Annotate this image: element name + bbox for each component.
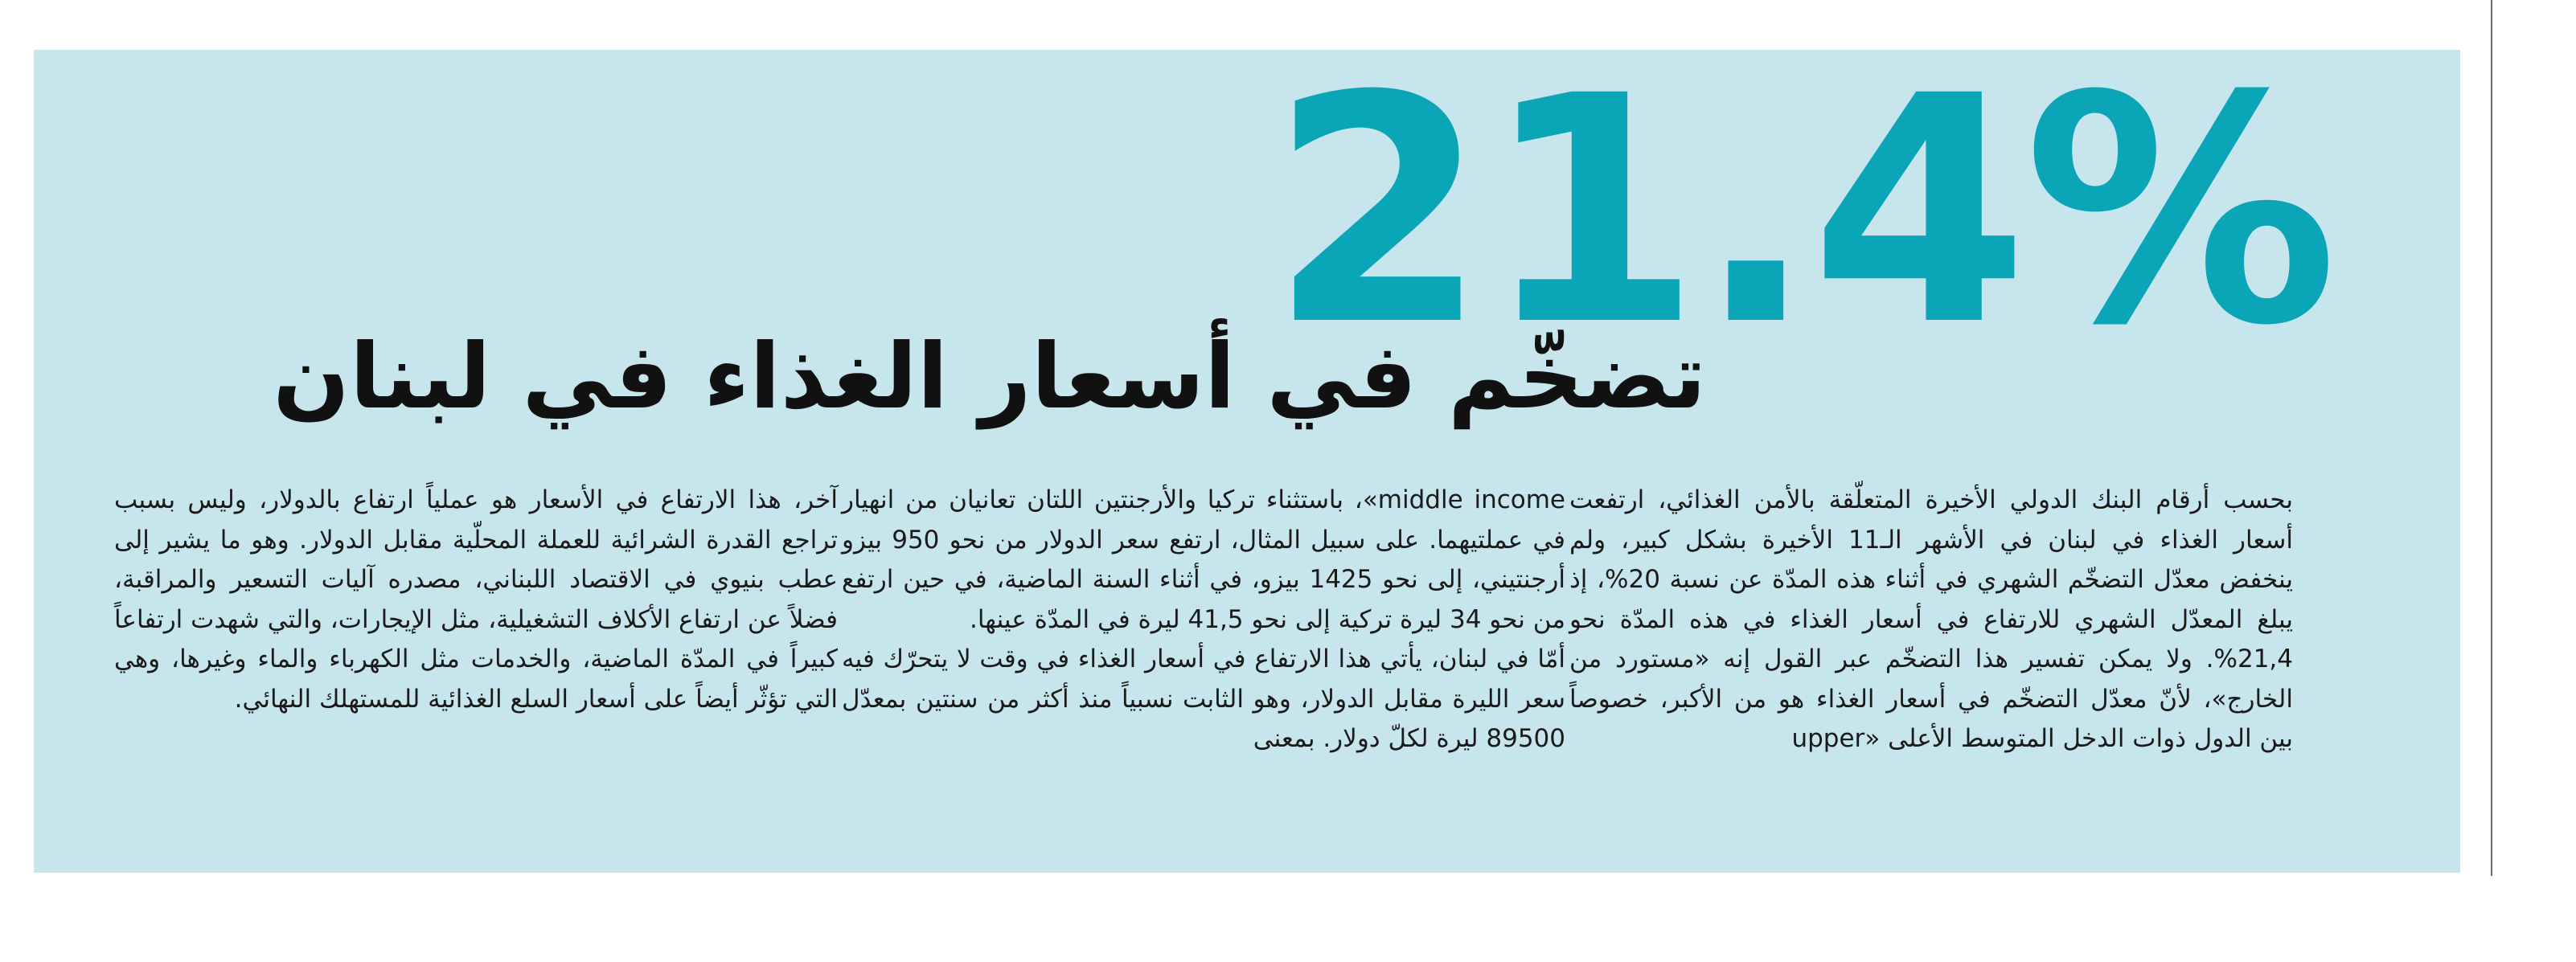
infographic-panel bbox=[34, 29, 2460, 873]
paragraph: بحسب أرقام البنك الدولي الأخيرة المتعلّقة بالأمن الغذائي، ارتفعت أسعار الغذاء في لبنان في الأشهر الـ11 الأخيرة بشكل كبير، ولم ينخفض معدّل التضخّم الشهري في أثناء هذه المدّة عن نسبة 20%، إذ يبلغ المعدّل الشهري للارتفاع في أسعار الغذاء في هذه المدّة نحو 21,4%. ولا يمكن تفسير هذا التضخّم عبر القول إنه «مستورد من الخارج»، لأنّ معدّل التضخّم في أسعار الغذاء هو من الأكبر، خصوصاً بين الدول ذوات الدخل المتوسط الأعلى «upper bbox=[1569, 485, 2294, 753]
article-column-middle bbox=[842, 481, 1565, 759]
paragraph: آخر، هذا الارتفاع في الأسعار هو عملياً ارتفاع بالدولار، وليس بسبب تراجع القدرة الشرائية للعملة المحلّية مقابل الدولار. وهو ما يشير إلى عطب بنيوي في الاقتصاد اللبناني، مصدره آليات التسعير والمراقبة، فضلاً عن ارتفاع الأكلاف التشغيلية، مثل الإيجارات، والتي شهدت ارتفاعاً كبيراً في المدّة الماضية، والخدمات مثل الكهرباء والماء وغيرها، وهي التي تؤثّر أيضاً على أسعار السلع الغذائية للمستهلك النهائي. bbox=[114, 485, 838, 714]
paragraph: middle income»، باستثناء تركيا والأرجنتين اللتان تعانيان من انهيار في عملتيهما. على سبيل المثال، ارتفع سعر الدولار من نحو 950 بيزو أرجنتيني، إلى نحو 1425 بيزو، في أثناء السنة الماضية، في حين ارتفع من نحو 34 ليرة تركية إلى نحو 41,5 ليرة في المدّة عينها. bbox=[842, 485, 1566, 634]
headline: تضخّم في أسعار الغذاء في لبنان bbox=[273, 325, 1706, 429]
inflation-rate-figure: 21.4% bbox=[1269, 29, 2333, 394]
paragraph: أمّا في لبنان، يأتي هذا الارتفاع في أسعار الغذاء في وقت لا يتحرّك فيه سعر الليرة مقابل الدولار، وهو الثابت نسبياً منذ أكثر من سنتين بمعدّل 89500 ليرة لكلّ دولار. بمعنى bbox=[842, 645, 1565, 753]
article-column-left bbox=[114, 481, 838, 719]
article-column-right bbox=[1569, 481, 2293, 759]
page-divider-line bbox=[2491, 0, 2492, 876]
